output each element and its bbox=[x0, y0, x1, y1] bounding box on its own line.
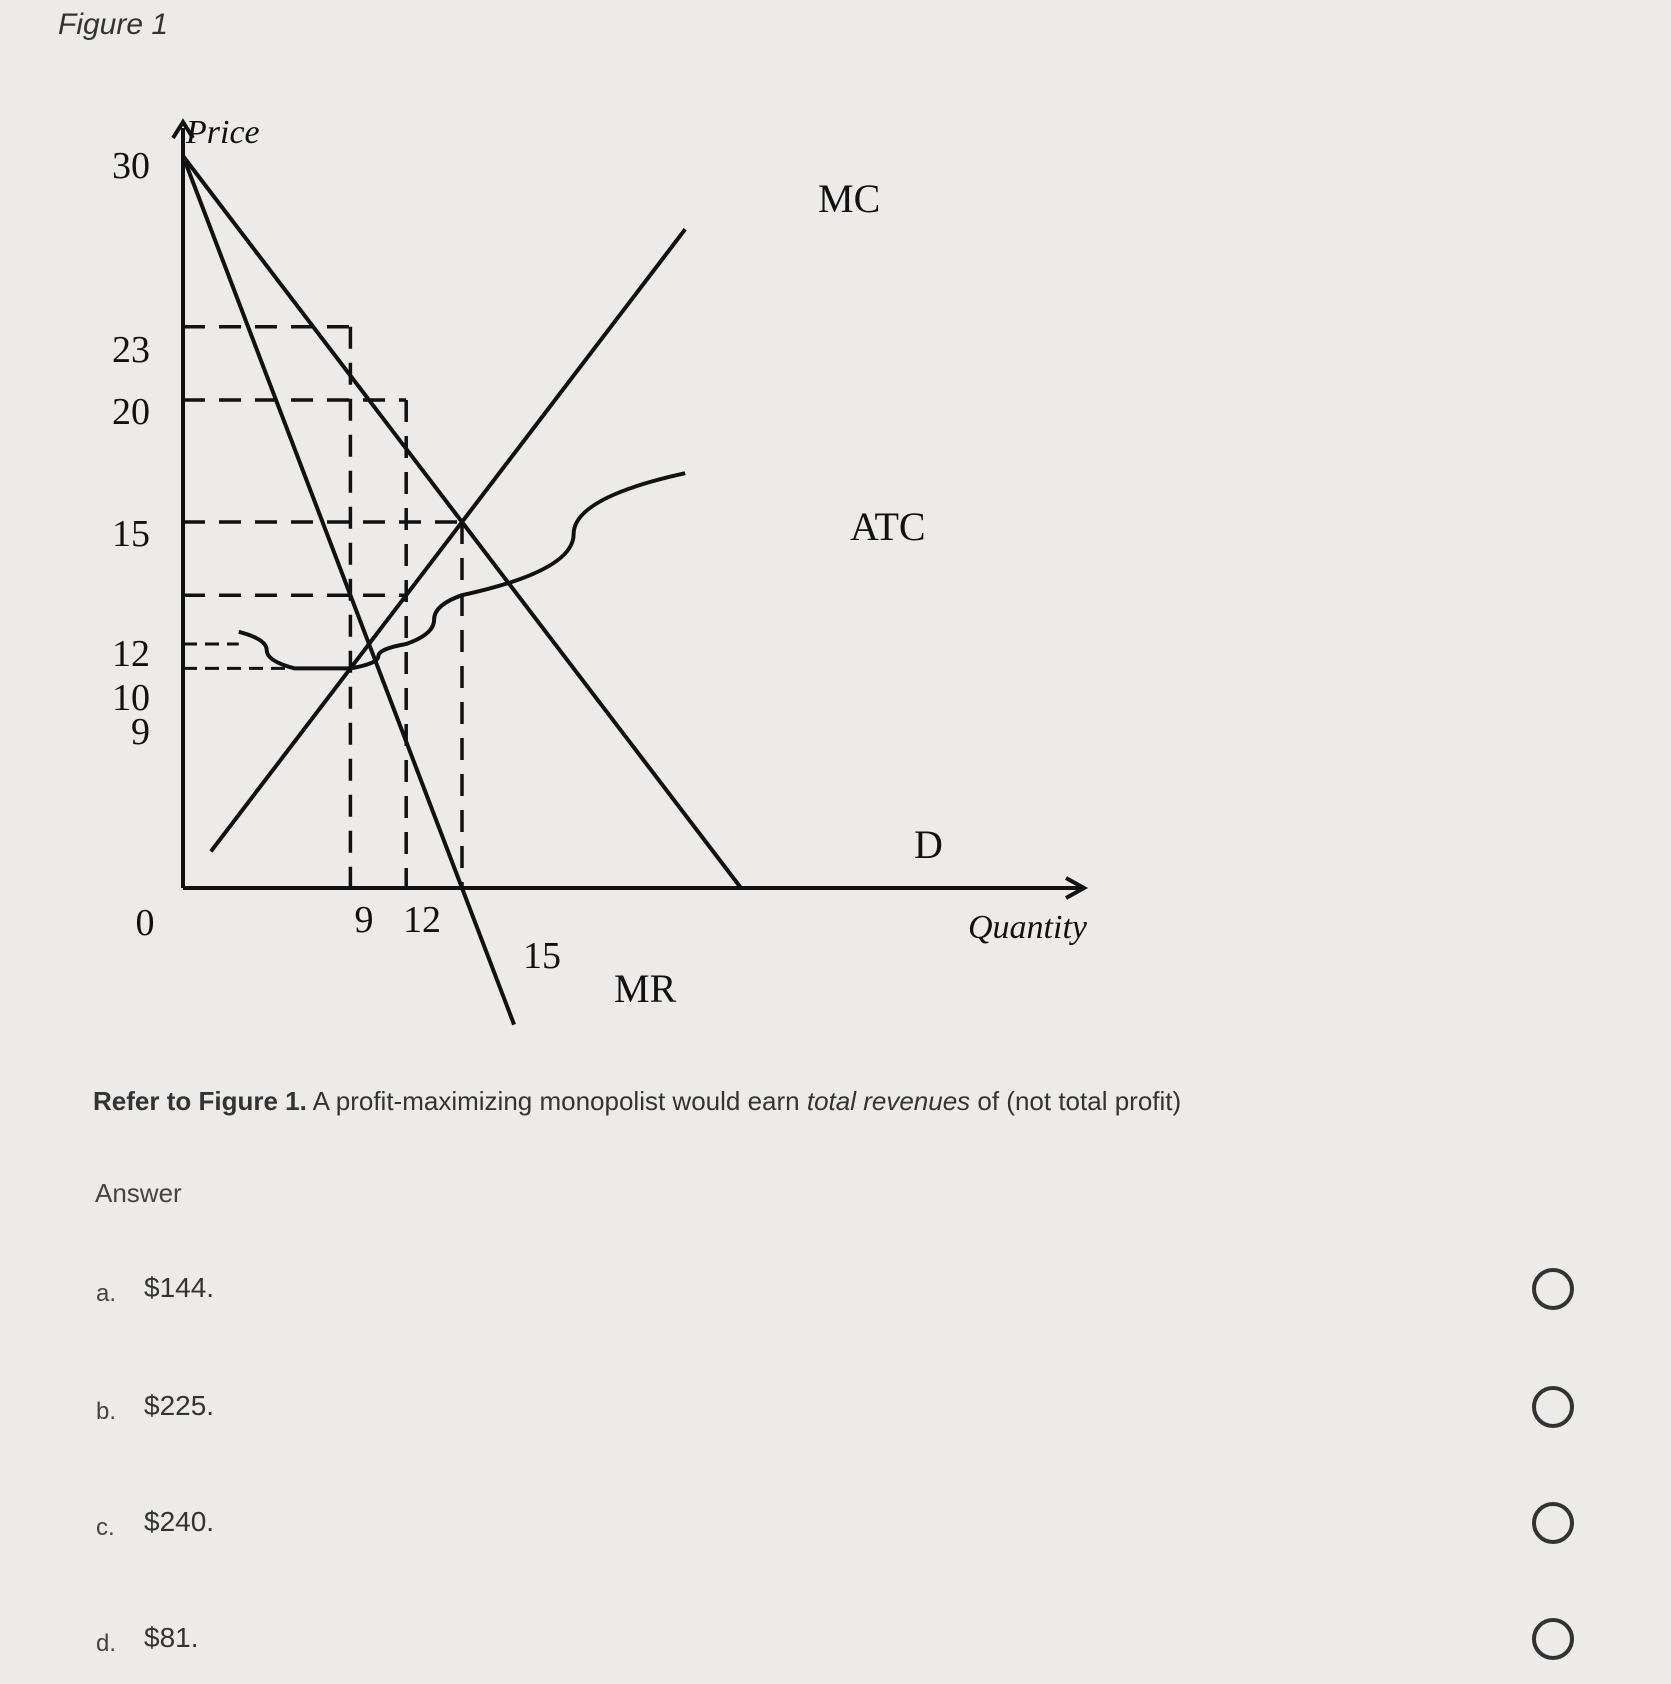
option-letter: b. bbox=[96, 1398, 117, 1425]
x-tick-label-0: 0 bbox=[135, 902, 155, 944]
curve-label-mr: MR bbox=[614, 966, 677, 1011]
x-tick-label-15: 15 bbox=[523, 935, 561, 977]
y-tick-label-23: 23 bbox=[112, 329, 150, 371]
curve-label-d: D bbox=[914, 822, 943, 867]
radio-button-c[interactable] bbox=[1532, 1502, 1574, 1544]
option-b[interactable] bbox=[96, 1380, 1596, 1440]
option-letter: a. bbox=[96, 1280, 117, 1307]
option-letter: d. bbox=[96, 1630, 117, 1657]
x-tick-label-12: 12 bbox=[403, 899, 441, 941]
curve-label-mc: MC bbox=[818, 176, 881, 221]
option-text: $81. bbox=[144, 1622, 199, 1653]
axes bbox=[173, 122, 1084, 898]
y-tick-label-20: 20 bbox=[112, 391, 150, 433]
option-d[interactable] bbox=[96, 1612, 1596, 1672]
figure-label: Figure 1 bbox=[58, 8, 169, 41]
y-tick-label-10: 10 bbox=[112, 677, 150, 719]
y-tick-label-30: 30 bbox=[112, 145, 150, 187]
y-tick-label-12: 12 bbox=[112, 633, 150, 675]
option-letter: c. bbox=[96, 1514, 115, 1541]
radio-button-a[interactable] bbox=[1532, 1268, 1574, 1310]
x-axis-title: Quantity bbox=[968, 909, 1087, 946]
y-axis-title: Price bbox=[186, 114, 260, 151]
question-text bbox=[93, 1086, 1181, 1117]
curves bbox=[183, 156, 741, 1025]
curve-mc bbox=[211, 229, 685, 851]
x-tick-label-9: 9 bbox=[354, 899, 374, 941]
question-body: A profit-maximizing monopolist would earn bbox=[306, 1086, 807, 1116]
labels bbox=[112, 114, 1088, 1011]
question-emphasis: total revenues bbox=[806, 1086, 971, 1116]
curve-label-atc: ATC bbox=[850, 504, 926, 549]
question-ref: Refer to Figure 1. bbox=[93, 1086, 307, 1116]
option-c[interactable] bbox=[96, 1496, 1596, 1556]
option-text: $225. bbox=[144, 1390, 215, 1421]
radio-button-d[interactable] bbox=[1532, 1618, 1574, 1660]
option-a[interactable] bbox=[96, 1262, 1596, 1322]
answer-label: Answer bbox=[95, 1178, 182, 1208]
option-text: $240. bbox=[144, 1506, 215, 1537]
question-tail: of (not total profit) bbox=[970, 1086, 1182, 1116]
y-tick-label-9: 9 bbox=[131, 711, 150, 753]
y-tick-label-15: 15 bbox=[112, 513, 150, 555]
curve-mr bbox=[183, 156, 514, 1025]
reference-lines bbox=[183, 327, 462, 888]
option-text: $144. bbox=[144, 1272, 215, 1303]
radio-button-b[interactable] bbox=[1532, 1386, 1574, 1428]
